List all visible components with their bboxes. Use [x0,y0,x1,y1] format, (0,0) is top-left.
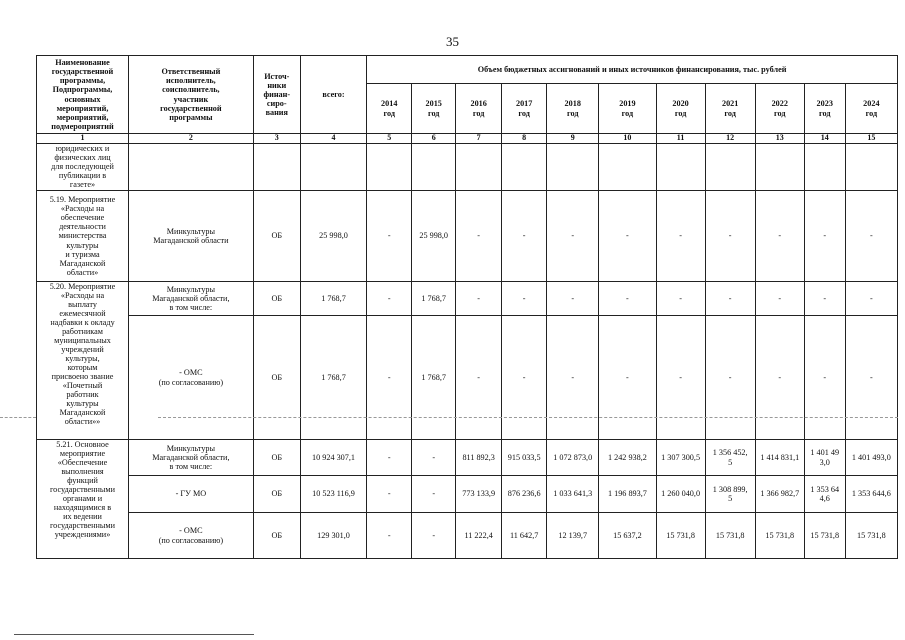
responsible-cell: - ОМС (по согласованию) [129,316,254,440]
row-name-cell: 5.19. Мероприятие «Расходы на обеспечение деятельности министерства культуры и туризма Магаданской области» [37,191,129,282]
value-cell: - [705,191,755,282]
value-cell: - [599,282,656,316]
header-year: 2018 год [547,84,599,134]
responsible-cell: Минкультуры Магаданской области, в том числе: [129,282,254,316]
header-responsible: Ответственный исполнитель, соисполнитель, участник государственной программы [129,56,254,134]
header-name: Наименование государственной программы, Подпрограммы, основных мероприятий, мероприятий, подмероприятий [37,56,129,134]
scan-dashed-line [158,417,898,418]
column-number: 1 [37,134,129,144]
responsible-cell: Минкультуры Магаданской области, в том числе: [129,440,254,476]
footer-rule [14,634,254,635]
value-cell: - [755,282,804,316]
value-cell: - [456,282,502,316]
value-cell: - [367,440,412,476]
value-cell: 1 072 873,0 [547,440,599,476]
empty-cell [456,144,502,191]
empty-cell [705,144,755,191]
value-cell: - [456,191,502,282]
empty-cell [367,144,412,191]
value-cell: 1 768,7 [412,282,456,316]
header-total: всего: [300,56,366,134]
header-year: 2014 год [367,84,412,134]
value-cell: 15 731,8 [845,513,897,559]
value-cell: - [412,476,456,513]
responsible-cell: - ОМС (по согласованию) [129,513,254,559]
value-cell: 1 356 452, 5 [705,440,755,476]
header-year: 2019 год [599,84,656,134]
value-cell: 1 353 64 4,6 [804,476,845,513]
source-cell: ОБ [253,316,300,440]
column-number: 12 [705,134,755,144]
total-cell: 10 924 307,1 [300,440,366,476]
value-cell: 12 139,7 [547,513,599,559]
header-year: 2020 год [656,84,705,134]
value-cell: - [845,316,897,440]
header-year: 2023 год [804,84,845,134]
value-cell: 1 260 040,0 [656,476,705,513]
value-cell: 1 308 899, 5 [705,476,755,513]
value-cell: - [656,282,705,316]
value-cell: - [547,191,599,282]
empty-cell [547,144,599,191]
value-cell: - [755,316,804,440]
value-cell: - [845,282,897,316]
source-cell: ОБ [253,440,300,476]
value-cell: 915 033,5 [502,440,547,476]
table-row [37,476,898,513]
empty-cell [129,144,254,191]
table-row [37,282,898,316]
column-number: 10 [599,134,656,144]
value-cell: - [705,316,755,440]
value-cell: - [547,316,599,440]
responsible-cell: Минкультуры Магаданской области [129,191,254,282]
empty-cell [656,144,705,191]
header-group: Объем бюджетных ассигнований и иных источников финансирования, тыс. рублей [367,56,898,84]
header-year: 2022 год [755,84,804,134]
total-cell: 10 523 116,9 [300,476,366,513]
scan-dashed-line-left [0,417,36,418]
value-cell: - [412,513,456,559]
value-cell: - [367,191,412,282]
value-cell: 15 731,8 [656,513,705,559]
value-cell: 15 637,2 [599,513,656,559]
header-row-1 [37,56,898,84]
value-cell: - [456,316,502,440]
value-cell: - [804,316,845,440]
column-number: 9 [547,134,599,144]
column-number: 2 [129,134,254,144]
column-number: 6 [412,134,456,144]
value-cell: 1 353 644,6 [845,476,897,513]
row-name-cell: 5.20. Мероприятие «Расходы на выплату ежемесячной надбавки к окладу работникам муниципальных учреждений культуры, которым присвоено звание «Почетный работник культуры Магаданской области»» [37,282,129,440]
value-cell: - [705,282,755,316]
empty-cell [804,144,845,191]
value-cell: - [755,191,804,282]
value-cell: 1 401 493,0 [845,440,897,476]
value-cell: 11 222,4 [456,513,502,559]
row-name-cell: юридических и физических лиц для последующей публикации в газете» [37,144,129,191]
value-cell: 11 642,7 [502,513,547,559]
value-cell: 1 366 982,7 [755,476,804,513]
table-row [37,513,898,559]
empty-cell [253,144,300,191]
value-cell: - [502,191,547,282]
value-cell: 15 731,8 [705,513,755,559]
value-cell: 25 998,0 [412,191,456,282]
header-year: 2016 год [456,84,502,134]
source-cell: ОБ [253,282,300,316]
total-cell: 25 998,0 [300,191,366,282]
empty-cell [502,144,547,191]
column-number-row [37,134,898,144]
empty-cell [845,144,897,191]
column-number: 7 [456,134,502,144]
empty-cell [599,144,656,191]
row-name-cell: 5.21. Основное мероприятие «Обеспечение выполнения функций государственными органами и находящимися в их ведении государственными учреждениями» [37,440,129,559]
value-cell: - [367,282,412,316]
header-year: 2017 год [502,84,547,134]
column-number: 3 [253,134,300,144]
value-cell: - [367,476,412,513]
value-cell: - [599,316,656,440]
value-cell: - [804,191,845,282]
column-number: 5 [367,134,412,144]
header-year: 2024 год [845,84,897,134]
value-cell: 773 133,9 [456,476,502,513]
value-cell: 1 242 938,2 [599,440,656,476]
value-cell: 1 196 893,7 [599,476,656,513]
table-row [37,316,898,440]
value-cell: 15 731,8 [804,513,845,559]
column-number: 13 [755,134,804,144]
column-number: 4 [300,134,366,144]
table-row [37,191,898,282]
value-cell: 876 236,6 [502,476,547,513]
value-cell: 1 307 300,5 [656,440,705,476]
value-cell: - [547,282,599,316]
column-number: 8 [502,134,547,144]
header-year: 2015 год [412,84,456,134]
value-cell: - [412,440,456,476]
value-cell: 811 892,3 [456,440,502,476]
value-cell: - [656,191,705,282]
page-number: 35 [446,34,459,49]
header-year: 2021 год [705,84,755,134]
empty-cell [755,144,804,191]
value-cell: - [845,191,897,282]
value-cell: - [804,282,845,316]
value-cell: - [502,282,547,316]
column-number: 14 [804,134,845,144]
value-cell: 1 768,7 [412,316,456,440]
total-cell: 129 301,0 [300,513,366,559]
value-cell: 1 033 641,3 [547,476,599,513]
budget-table [36,55,898,559]
value-cell: - [367,316,412,440]
column-number: 15 [845,134,897,144]
source-cell: ОБ [253,476,300,513]
column-number: 11 [656,134,705,144]
value-cell: 1 401 49 3,0 [804,440,845,476]
value-cell: - [502,316,547,440]
responsible-cell: - ГУ МО [129,476,254,513]
table-row [37,144,898,191]
value-cell: 1 414 831,1 [755,440,804,476]
source-cell: ОБ [253,191,300,282]
value-cell: - [656,316,705,440]
source-cell: ОБ [253,513,300,559]
table-row [37,440,898,476]
total-cell: 1 768,7 [300,316,366,440]
value-cell: 15 731,8 [755,513,804,559]
value-cell: - [367,513,412,559]
empty-cell [300,144,366,191]
total-cell: 1 768,7 [300,282,366,316]
header-source: Источ- ники финан- сиро- вания [253,56,300,134]
value-cell: - [599,191,656,282]
empty-cell [412,144,456,191]
